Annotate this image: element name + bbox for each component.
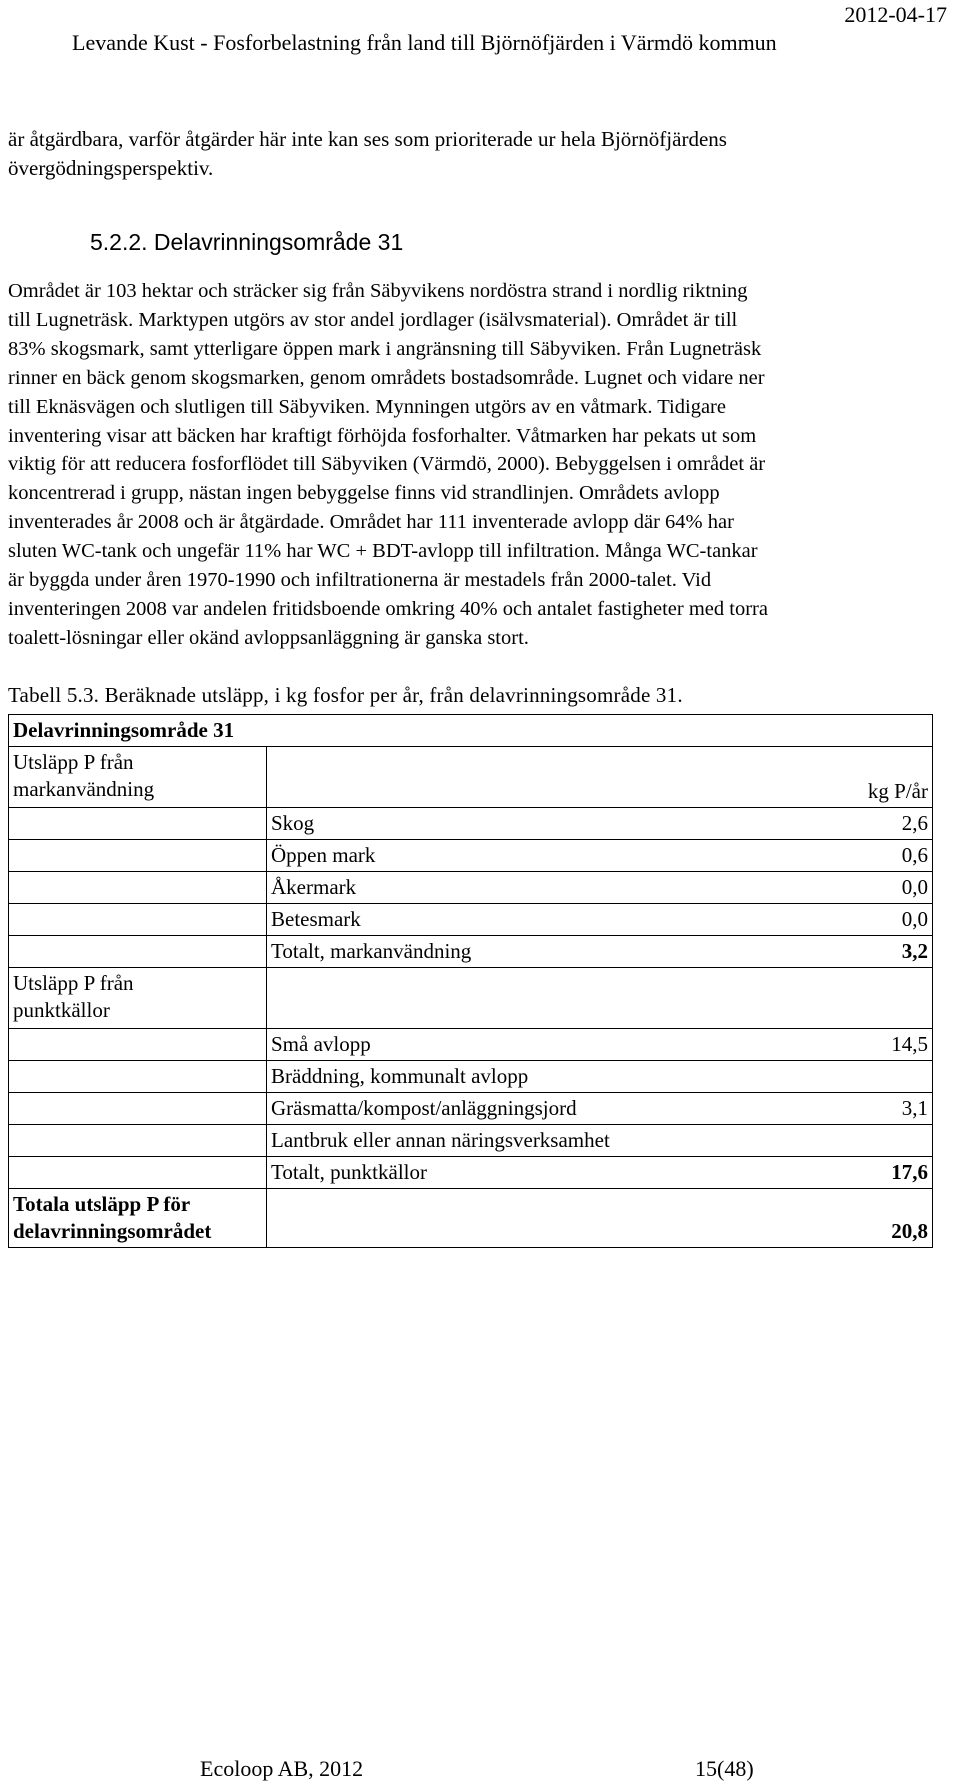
footer-company: Ecoloop AB, 2012	[200, 1756, 364, 1781]
row-value: 2,6	[901, 811, 928, 835]
unit-header: kg P/år	[267, 747, 933, 808]
document-date: 2012-04-17	[844, 2, 947, 27]
point-row	[267, 1061, 933, 1093]
table-row	[9, 904, 933, 936]
table-row	[9, 808, 933, 840]
section-heading: 5.2.2. Delavrinningsområde 31	[90, 229, 404, 255]
row-name: Bräddning, kommunalt avlopp	[271, 1064, 529, 1088]
table-row	[9, 1125, 933, 1157]
grand-total-value: 20,8	[267, 1189, 933, 1248]
row-value: 0,0	[901, 907, 928, 931]
table-caption: Tabell 5.3. Beräknade utsläpp, i kg fosfor per år, från delavrinningsområde 31.	[8, 683, 683, 707]
running-header: Levande Kust - Fosforbelastning från land till Björnöfjärden i Värmdö kommun	[72, 30, 777, 55]
row-name: Totalt, markanvändning	[271, 939, 472, 963]
body-line: rinner en bäck genom skogsmarken, genom områdets bostadsområde. Lugnet och vidare ner	[8, 366, 765, 389]
body-line: 83% skogsmark, samt ytterligare öppen mark i angränsning till Säbyviken. Från Lugneträsk	[8, 337, 762, 360]
point-row	[267, 1093, 933, 1125]
label-line: punktkällor	[13, 998, 110, 1022]
label-line: delavrinningsområdet	[13, 1219, 212, 1243]
land-total-row	[267, 936, 933, 968]
row-value: 0,6	[901, 843, 928, 867]
land-row	[267, 840, 933, 872]
land-row	[267, 904, 933, 936]
group-label-point	[9, 968, 267, 1029]
body-line: till Lugneträsk. Marktypen utgörs av stor andel jordlager (isälvsmaterial). Området är till	[8, 308, 738, 331]
body-line: inventerades år 2008 och är åtgärdade. Området har 111 inventerade avlopp där 64% har	[8, 511, 734, 534]
body-line: inventering visar att bäcken har kraftigt förhöjda fosforhalter. Våtmarken har pekats ut som	[8, 424, 757, 447]
table-title: Delavrinningsområde 31	[9, 715, 933, 747]
label-line: Utsläpp P från	[13, 750, 134, 774]
row-value: 14,5	[891, 1032, 928, 1056]
table-row	[9, 747, 933, 808]
row-value: 0,0	[901, 875, 928, 899]
emissions-table	[8, 714, 933, 1248]
body-line: till Eknäsvägen och slutligen till Säbyviken. Mynningen utgörs av en våtmark. Tidigare	[8, 395, 726, 418]
table-row	[9, 872, 933, 904]
body-line: sluten WC-tank och ungefär 11% har WC + BDT-avlopp till infiltration. Många WC-tankar	[8, 540, 758, 563]
table-title-row	[9, 715, 933, 747]
intro-line-1: är åtgärdbara, varför åtgärder här inte kan ses som prioriterade ur hela Björnöfjärdens	[8, 127, 727, 151]
grand-total-label	[9, 1189, 267, 1248]
point-row	[267, 1029, 933, 1061]
row-name: Totalt, punktkällor	[271, 1160, 428, 1184]
body-line: koncentrerad i grupp, nästan ingen bebyggelse finns vid strandlinjen. Områdets avlopp	[8, 482, 720, 505]
intro-line-2: övergödningsperspektiv.	[8, 156, 214, 180]
label-line: Totala utsläpp P för	[13, 1192, 191, 1216]
row-name: Små avlopp	[271, 1032, 371, 1056]
row-name: Åkermark	[271, 875, 357, 899]
point-row	[267, 1125, 933, 1157]
table-row	[9, 968, 933, 1029]
body-line: toalett-lösningar eller okänd avloppsanläggning är ganska stort.	[8, 626, 529, 649]
table-row	[9, 1061, 933, 1093]
body-line: inventeringen 2008 var andelen fritidsboende omkring 40% och antalet fastigheter med torra	[8, 597, 768, 620]
row-value: 17,6	[891, 1160, 928, 1184]
row-name: Lantbruk eller annan näringsverksamhet	[271, 1128, 610, 1152]
table-row	[9, 1093, 933, 1125]
table-row	[9, 1157, 933, 1189]
footer-page-number: 15(48)	[695, 1756, 754, 1781]
table-row	[9, 1189, 933, 1248]
point-total-row	[267, 1157, 933, 1189]
row-name: Betesmark	[271, 907, 361, 931]
land-row	[267, 808, 933, 840]
row-name: Skog	[271, 811, 315, 835]
row-name: Gräsmatta/kompost/anläggningsjord	[271, 1096, 577, 1120]
table-row	[9, 840, 933, 872]
group-label-land	[9, 747, 267, 808]
row-name: Öppen mark	[271, 843, 376, 867]
row-value: 3,1	[901, 1096, 928, 1120]
label-line: Utsläpp P från	[13, 971, 134, 995]
table-row	[9, 936, 933, 968]
body-line: viktig för att reducera fosforflödet till Säbyviken (Värmdö, 2000). Bebyggelsen i området är	[8, 453, 766, 476]
land-row	[267, 872, 933, 904]
label-line: markanvändning	[13, 777, 155, 801]
body-line: Området är 103 hektar och sträcker sig från Säbyvikens nordöstra strand i nordlig riktning	[8, 280, 748, 302]
section-body	[8, 277, 768, 653]
body-line: är byggda under åren 1970-1990 och infiltrationerna är mestadels från 2000-talet. Vid	[8, 569, 712, 592]
table-row	[9, 1029, 933, 1061]
row-value: 3,2	[901, 939, 928, 963]
